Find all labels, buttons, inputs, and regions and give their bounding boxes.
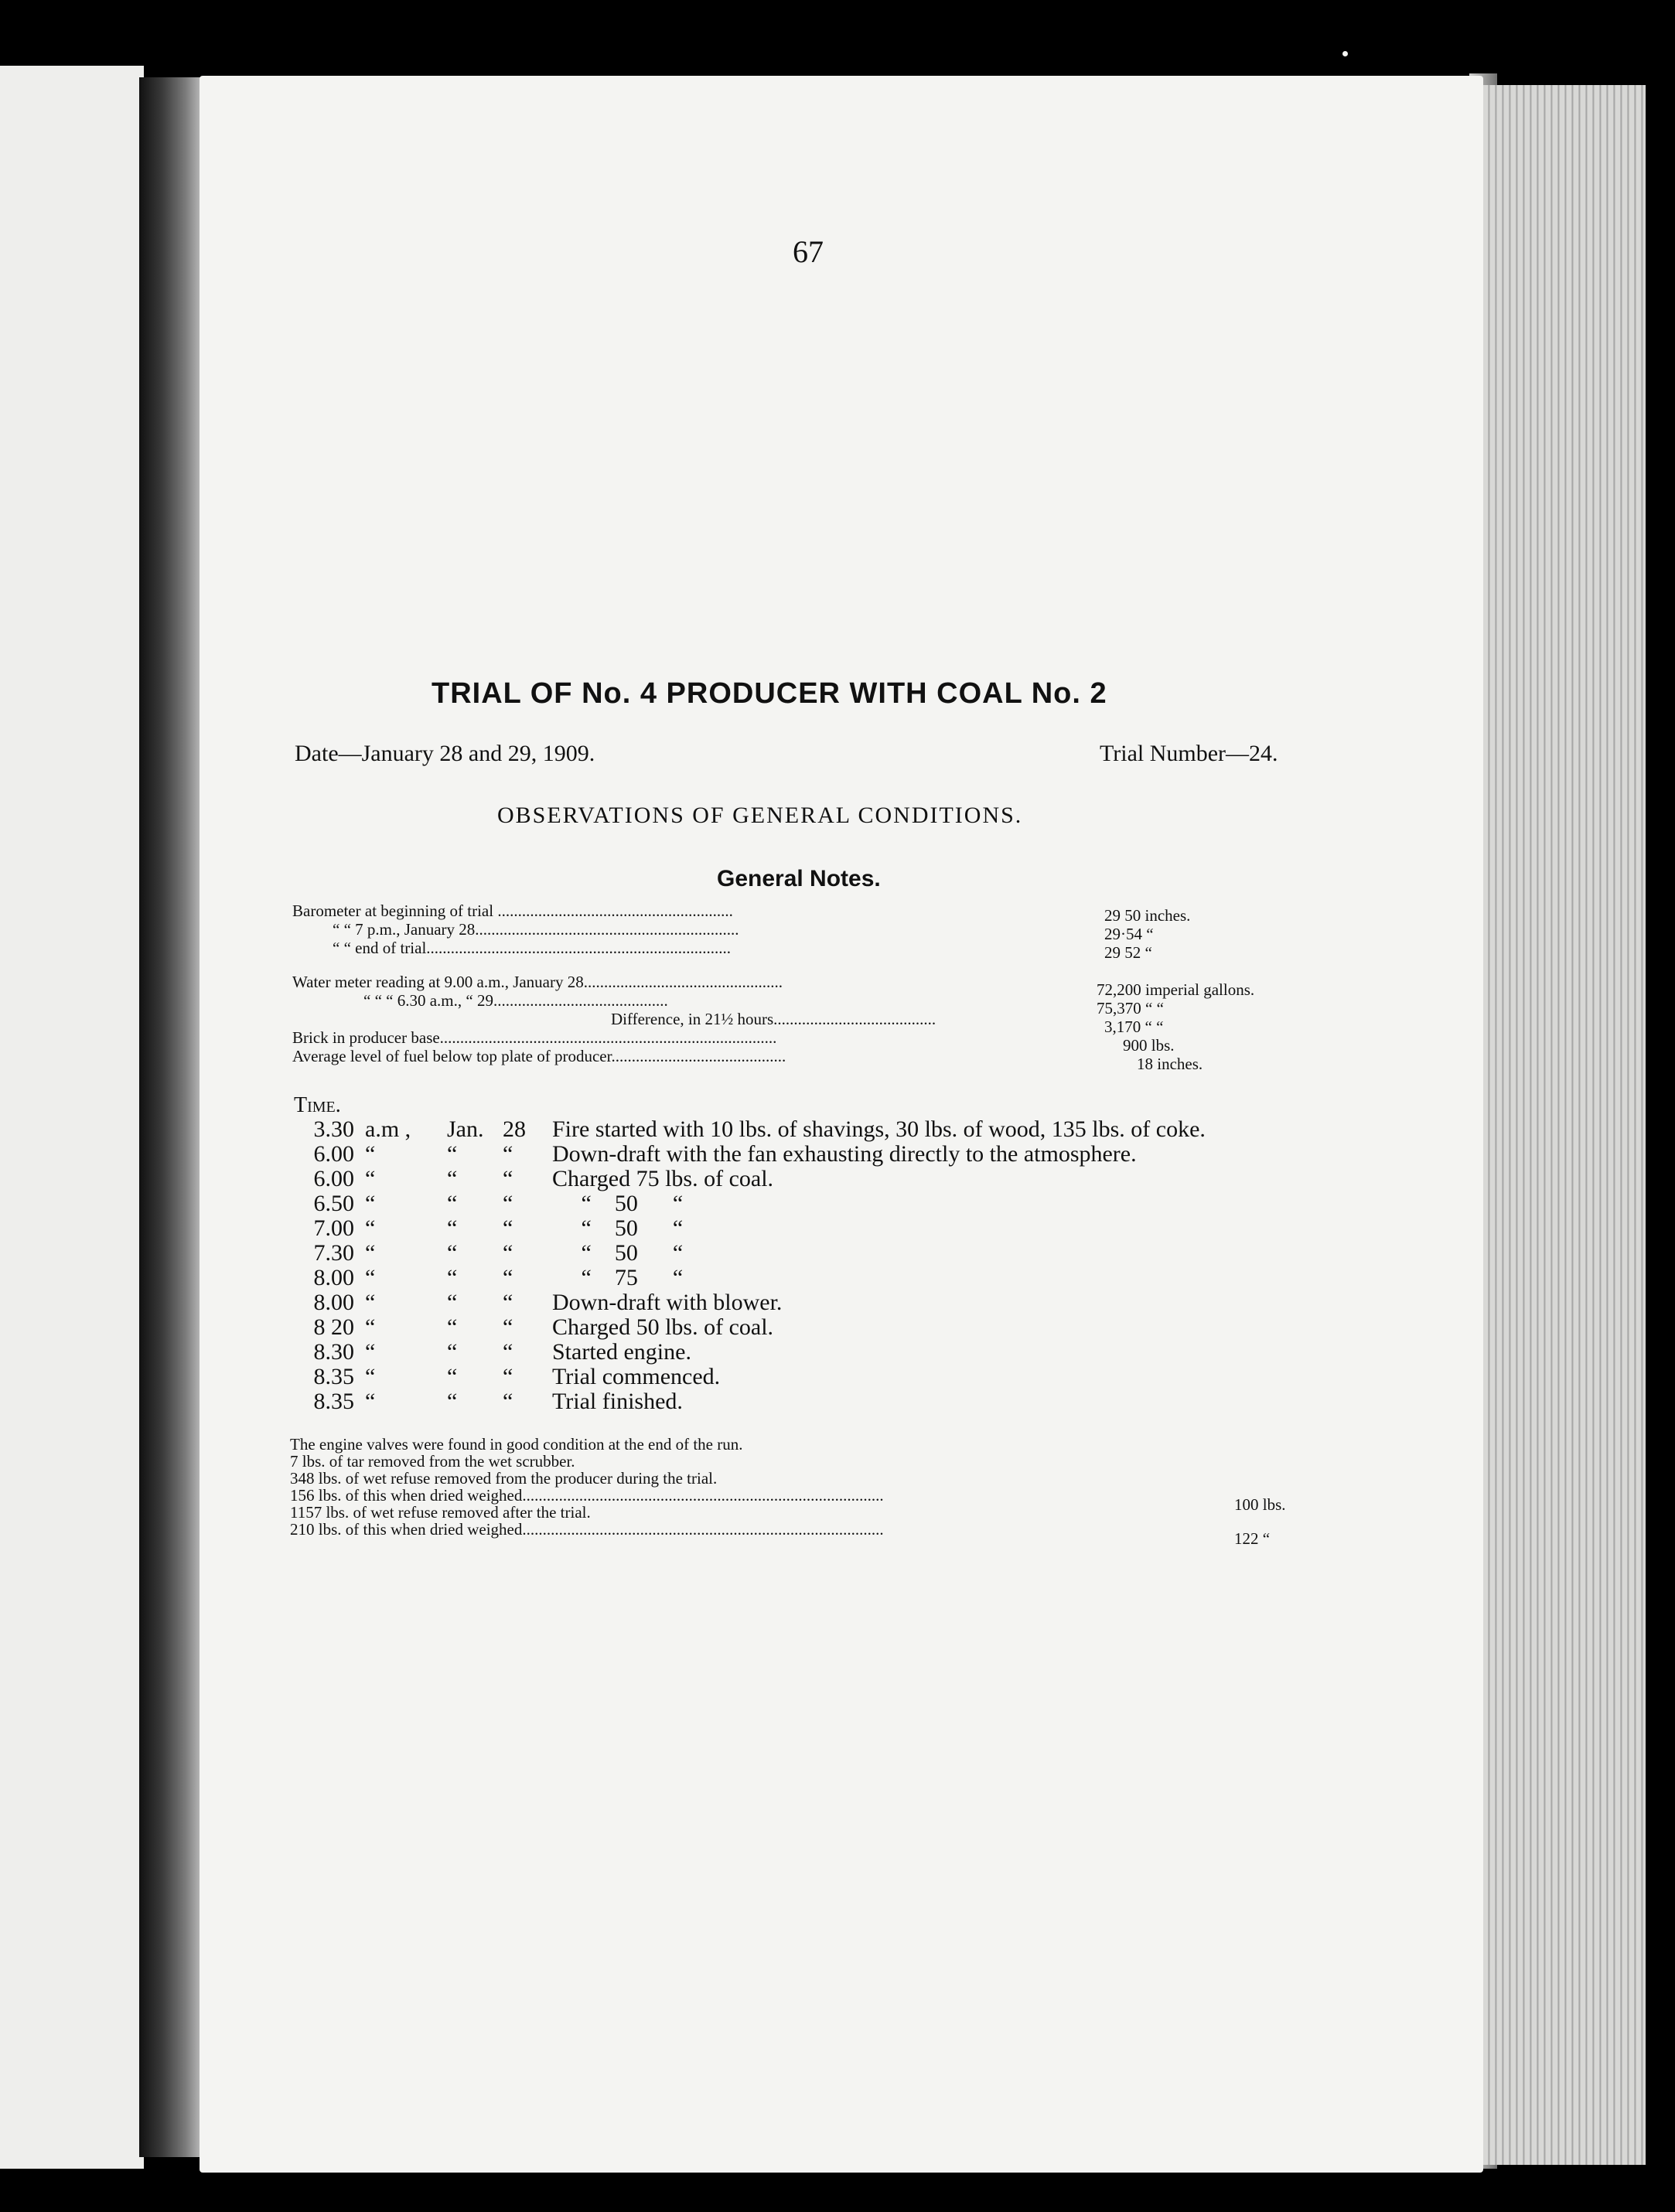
footnote: 210 lbs. of this when dried weighed.........................................................................................: [290, 1520, 884, 1539]
time-value: 8.00: [313, 1290, 354, 1315]
time-row: [286, 1191, 683, 1217]
time-day: “: [503, 1166, 513, 1191]
general-notes-heading: General Notes.: [717, 866, 881, 891]
time-day: “: [503, 1364, 513, 1389]
time-day: “: [503, 1240, 513, 1266]
note-value: 29·54 “: [1104, 925, 1154, 943]
time-month: “: [447, 1240, 458, 1266]
time-value: 7.00: [313, 1215, 354, 1241]
note-value: 29 50 inches.: [1104, 906, 1191, 925]
time-month: “: [447, 1191, 458, 1216]
note-label: “ “ “ 6.30 a.m., “ 29...........................................: [363, 991, 668, 1010]
time-day: “: [503, 1314, 513, 1340]
time-day: “: [503, 1215, 513, 1241]
time-value: 7.30: [313, 1240, 354, 1266]
trial-date: Date—January 28 and 29, 1909.: [295, 741, 595, 766]
trial-title: TRIAL OF No. 4 PRODUCER WITH COAL No. 2: [432, 677, 1107, 710]
footnote: 348 lbs. of wet refuse removed from the producer during the trial.: [290, 1469, 718, 1488]
time-row: [286, 1389, 683, 1415]
time-month: “: [447, 1166, 458, 1191]
note-label: Water meter reading at 9.00 a.m., January 28.................................................: [292, 973, 783, 991]
scan-speck: [1342, 51, 1348, 56]
time-period: “: [365, 1389, 376, 1414]
book-gutter: [139, 77, 205, 2157]
time-day: “: [503, 1265, 513, 1290]
time-row: [286, 1240, 683, 1266]
time-description: Down-draft with blower.: [552, 1290, 783, 1315]
time-description: Down-draft with the fan exhausting directly to the atmosphere.: [552, 1141, 1137, 1167]
time-month: Jan.: [447, 1116, 484, 1142]
time-month: “: [447, 1265, 458, 1290]
time-period: “: [365, 1240, 376, 1266]
time-value: 8.00: [313, 1265, 354, 1290]
time-description: Charged 50 lbs. of coal.: [552, 1314, 774, 1340]
time-day: “: [503, 1389, 513, 1414]
time-row: [286, 1265, 683, 1291]
note-label: Difference, in 21½ hours........................................: [611, 1010, 936, 1028]
time-month: “: [447, 1215, 458, 1241]
scan-speck: [1457, 696, 1462, 700]
time-description: Charged 75 lbs. of coal.: [552, 1166, 774, 1191]
time-value: 6.00: [313, 1141, 354, 1167]
time-description: Fire started with 10 lbs. of shavings, 30 lbs. of wood, 135 lbs. of coke.: [552, 1116, 1206, 1142]
time-month: “: [447, 1364, 458, 1389]
time-row: [286, 1215, 683, 1242]
time-month: “: [447, 1290, 458, 1315]
note-value: 900 lbs.: [1123, 1036, 1175, 1055]
note-value: 3,170 “ “: [1104, 1017, 1164, 1036]
left-page: [0, 66, 144, 2169]
time-row: [286, 1314, 773, 1341]
time-month: “: [447, 1314, 458, 1340]
note-value: 29 52 “: [1104, 943, 1152, 962]
time-value: 8.30: [313, 1339, 354, 1365]
time-row: [286, 1141, 1137, 1167]
note-label: Average level of fuel below top plate of producer...........................................: [292, 1047, 786, 1065]
note-label: “ “ 7 p.m., January 28.................................................................: [333, 920, 739, 939]
time-period: “: [365, 1191, 376, 1216]
note-label: “ “ end of trial...........................................................................: [333, 939, 732, 957]
time-month: “: [447, 1389, 458, 1414]
time-description: Trial commenced.: [552, 1364, 721, 1389]
time-description: “ 50 “: [552, 1191, 684, 1216]
time-day: “: [503, 1141, 513, 1167]
time-period: “: [365, 1215, 376, 1241]
time-row: [286, 1116, 1206, 1143]
time-row: [286, 1339, 691, 1365]
footnote: 7 lbs. of tar removed from the wet scrubber.: [290, 1452, 575, 1471]
note-value: 72,200 imperial gallons.: [1097, 980, 1255, 999]
time-day: “: [503, 1290, 513, 1315]
time-period: “: [365, 1314, 376, 1340]
time-value: 8.35: [313, 1389, 354, 1414]
footnote: 1157 lbs. of wet refuse removed after the trial.: [290, 1503, 591, 1522]
time-value: 8.35: [313, 1364, 354, 1389]
time-description: “ 75 “: [552, 1265, 684, 1290]
page-number: 67: [793, 234, 824, 269]
time-day: 28: [503, 1116, 526, 1142]
page-stack-edge: [1483, 85, 1646, 2165]
section-subtitle: OBSERVATIONS OF GENERAL CONDITIONS.: [497, 803, 1023, 828]
time-row: [286, 1166, 773, 1192]
footnote: 156 lbs. of this when dried weighed.........................................................................................: [290, 1486, 884, 1505]
time-row: [286, 1290, 782, 1316]
note-value: 75,370 “ “: [1097, 999, 1164, 1017]
time-value: 8 20: [313, 1314, 354, 1340]
note-value: 18 inches.: [1137, 1055, 1203, 1073]
time-description: Started engine.: [552, 1339, 691, 1365]
time-period: “: [365, 1265, 376, 1290]
time-month: “: [447, 1141, 458, 1167]
time-description: “ 50 “: [552, 1240, 684, 1266]
time-day: “: [503, 1339, 513, 1365]
time-description: “ 50 “: [552, 1215, 684, 1241]
time-value: 6.00: [313, 1166, 354, 1191]
footnote: The engine valves were found in good condition at the end of the run.: [290, 1435, 743, 1454]
time-period: a.m ,: [365, 1116, 411, 1142]
time-row: [286, 1364, 720, 1390]
time-value: 3.30: [313, 1116, 354, 1142]
time-heading: Time.: [294, 1093, 341, 1117]
time-period: “: [365, 1339, 376, 1365]
time-period: “: [365, 1364, 376, 1389]
note-label: Brick in producer base...................................................................................: [292, 1028, 777, 1047]
note-label: Barometer at beginning of trial ..........................................................: [292, 902, 733, 920]
footnote-value: 100 lbs.: [1234, 1495, 1286, 1514]
time-month: “: [447, 1339, 458, 1365]
footnote-value: 122 “: [1234, 1529, 1271, 1548]
time-value: 6.50: [313, 1191, 354, 1216]
time-period: “: [365, 1141, 376, 1167]
time-period: “: [365, 1166, 376, 1191]
time-description: Trial finished.: [552, 1389, 683, 1414]
time-day: “: [503, 1191, 513, 1216]
time-period: “: [365, 1290, 376, 1315]
trial-number: Trial Number—24.: [1100, 741, 1278, 766]
